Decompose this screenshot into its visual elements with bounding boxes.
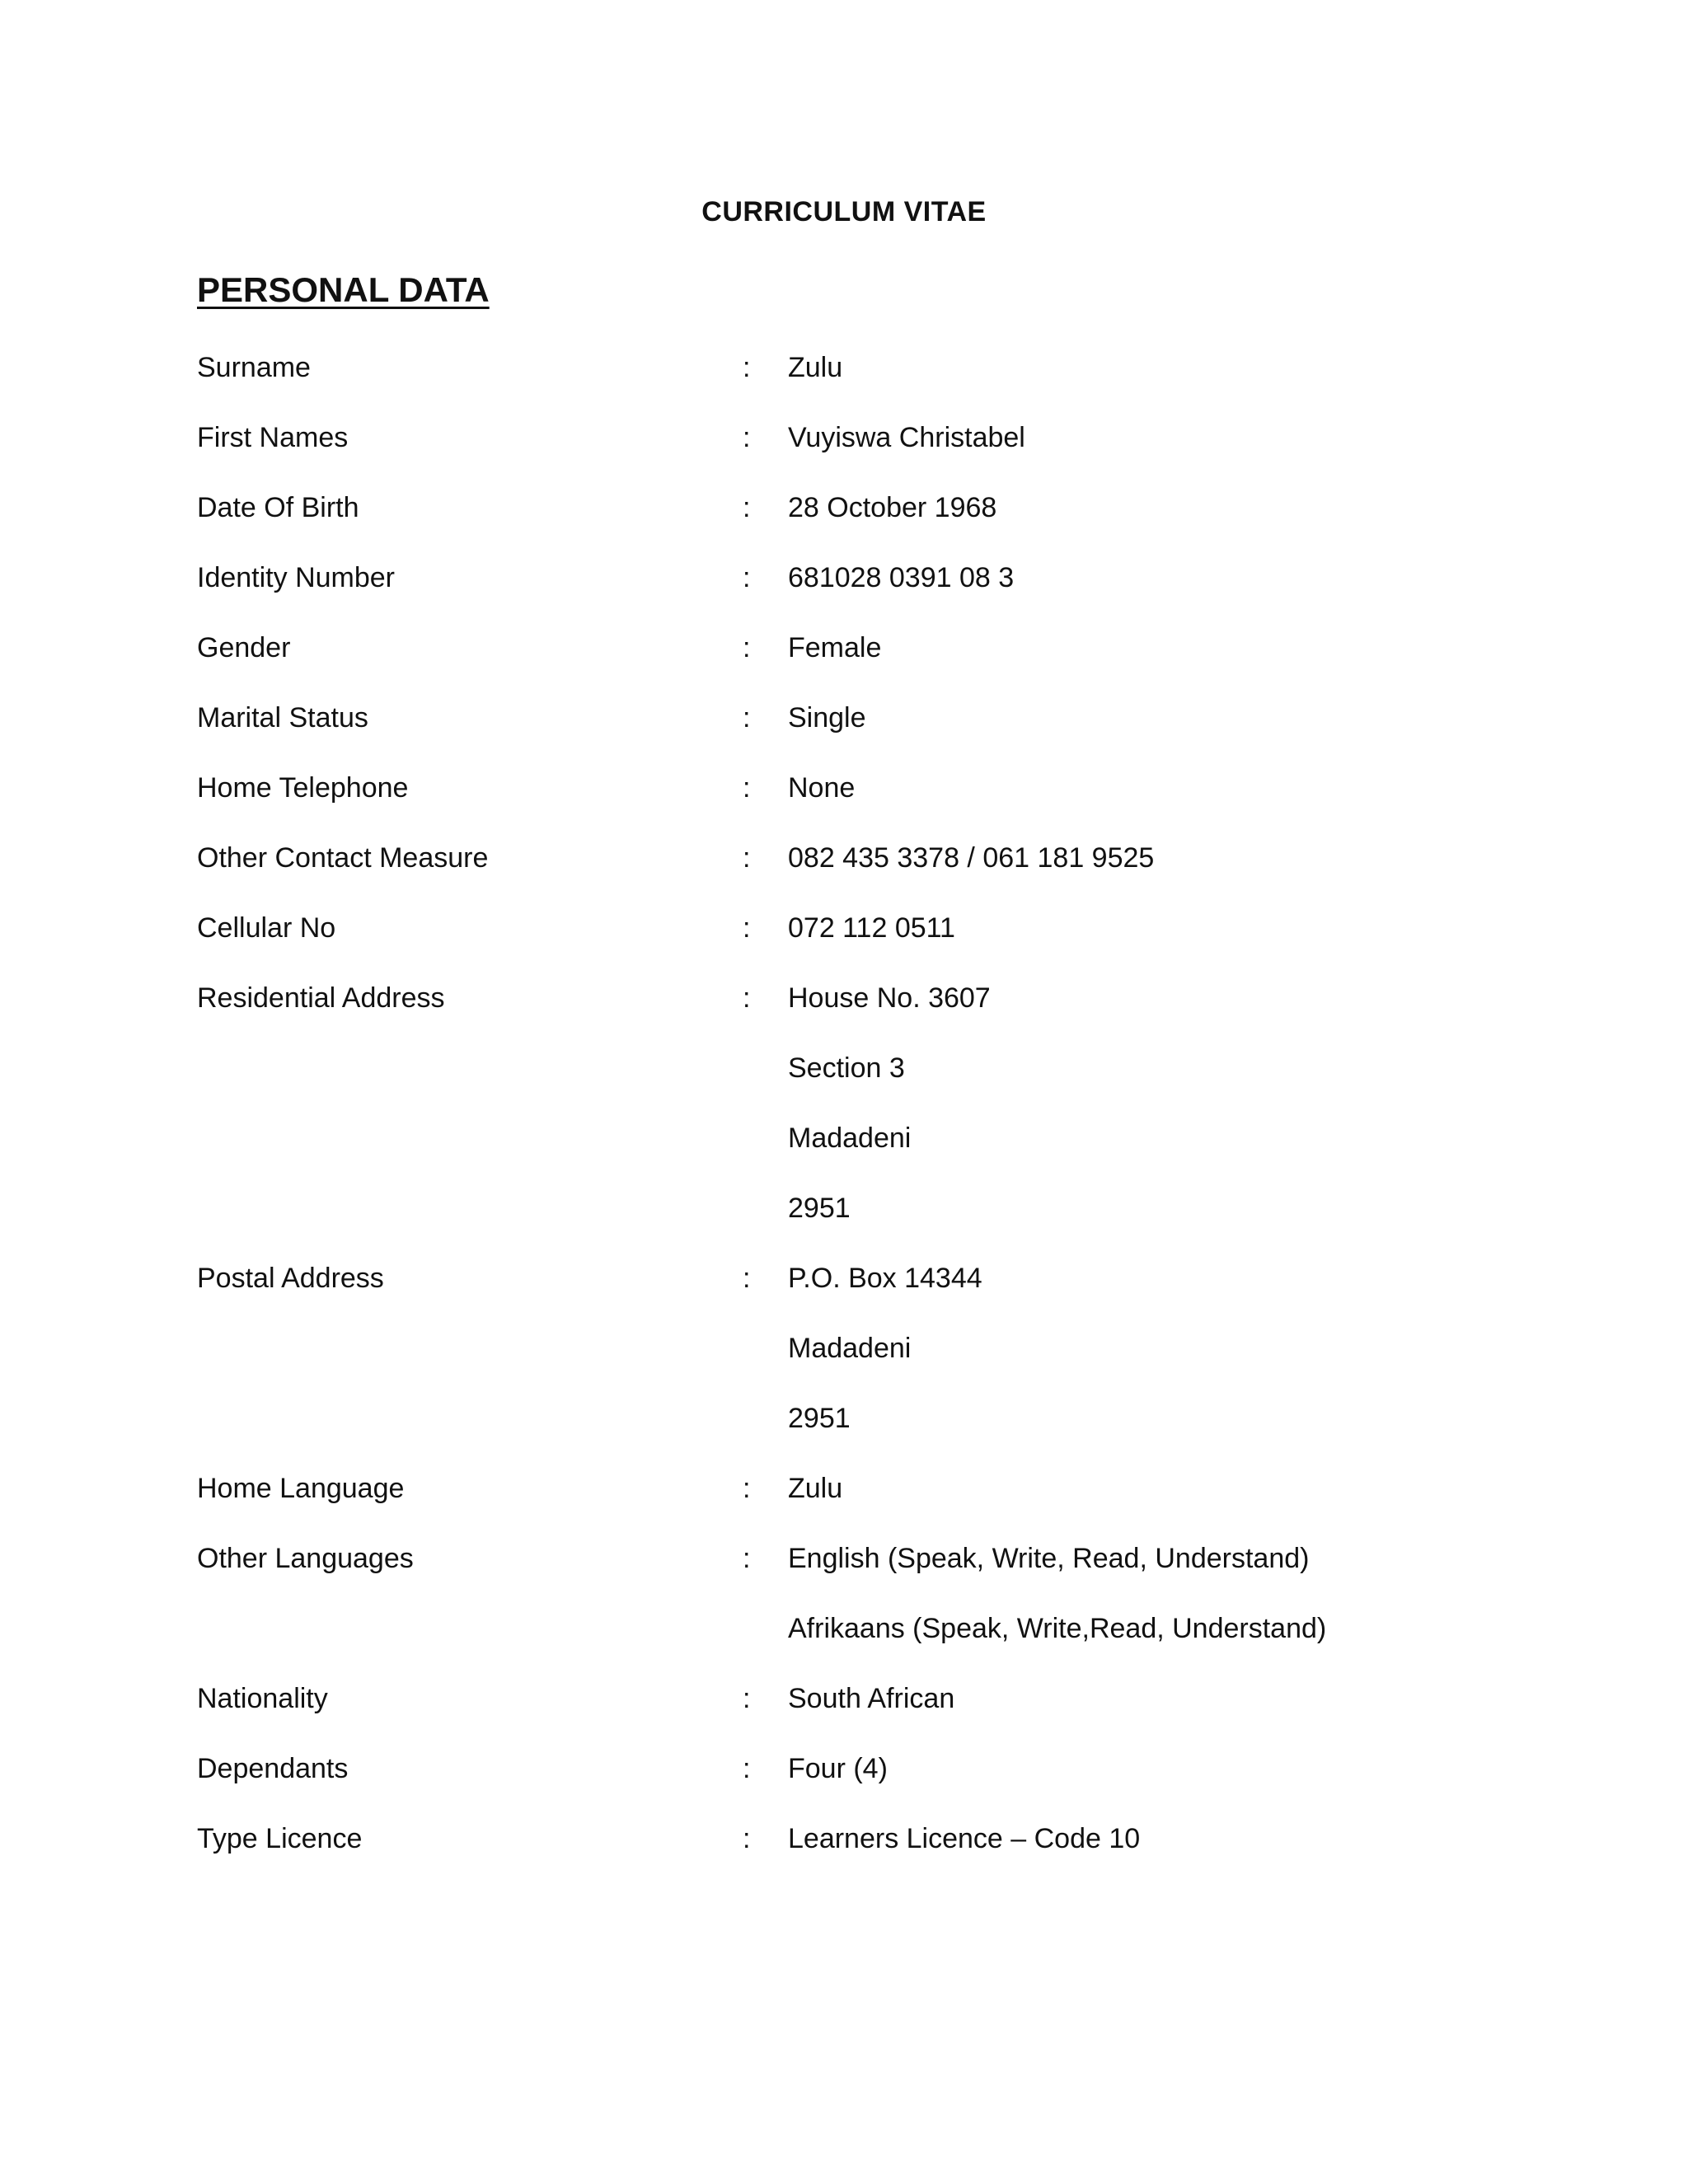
field-label: First Names — [197, 422, 349, 453]
field-label: Other Languages — [197, 1543, 414, 1574]
field-value: 681028 0391 08 3 — [788, 562, 1015, 593]
field-separator: : — [743, 842, 751, 874]
field-row-continuation — [197, 1047, 1598, 1117]
field-row — [197, 416, 1598, 486]
field-row — [197, 1467, 1598, 1537]
field-row — [197, 1537, 1598, 1607]
field-label: Other Contact Measure — [197, 842, 489, 874]
field-separator: : — [743, 772, 751, 804]
field-separator: : — [743, 1753, 751, 1784]
field-label: Type Licence — [197, 1823, 363, 1854]
field-label: Dependants — [197, 1753, 349, 1784]
field-value: 28 October 1968 — [788, 492, 997, 523]
field-label: Gender — [197, 632, 291, 663]
field-row-continuation — [197, 1117, 1598, 1187]
field-row-continuation — [197, 1397, 1598, 1467]
field-value: Afrikaans (Speak, Write,Read, Understand) — [788, 1613, 1327, 1644]
field-label: Home Telephone — [197, 772, 409, 804]
field-row — [197, 626, 1598, 696]
field-separator: : — [743, 422, 751, 453]
field-row — [197, 1677, 1598, 1747]
field-label: Marital Status — [197, 702, 368, 733]
field-separator: : — [743, 562, 751, 593]
field-row — [197, 486, 1598, 556]
field-separator: : — [743, 1473, 751, 1504]
field-row — [197, 696, 1598, 766]
field-value: Madadeni — [788, 1122, 912, 1154]
document-title: CURRICULUM VITAE — [701, 196, 987, 227]
field-row — [197, 1257, 1598, 1327]
field-separator: : — [743, 1683, 751, 1714]
field-value: P.O. Box 14344 — [788, 1263, 982, 1294]
field-row — [197, 977, 1598, 1047]
field-value: Zulu — [788, 352, 843, 383]
field-value: Madadeni — [788, 1333, 912, 1364]
field-separator: : — [743, 492, 751, 523]
field-value: South African — [788, 1683, 955, 1714]
field-value: Single — [788, 702, 866, 733]
field-row-continuation — [197, 1327, 1598, 1397]
field-label: Residential Address — [197, 982, 445, 1014]
field-value: Vuyiswa Christabel — [788, 422, 1025, 453]
field-row — [197, 1817, 1598, 1887]
field-value: Four (4) — [788, 1753, 888, 1784]
field-row — [197, 766, 1598, 837]
field-label: Identity Number — [197, 562, 395, 593]
field-value: Zulu — [788, 1473, 843, 1504]
field-row — [197, 1747, 1598, 1817]
field-row-continuation — [197, 1187, 1598, 1257]
field-row — [197, 556, 1598, 626]
field-value: None — [788, 772, 856, 804]
field-value: Female — [788, 632, 882, 663]
field-separator: : — [743, 982, 751, 1014]
field-value: 082 435 3378 / 061 181 9525 — [788, 842, 1155, 874]
field-label: Postal Address — [197, 1263, 384, 1294]
field-value: House No. 3607 — [788, 982, 991, 1014]
field-label: Surname — [197, 352, 311, 383]
field-row — [197, 907, 1598, 977]
field-value: English (Speak, Write, Read, Understand) — [788, 1543, 1310, 1574]
field-separator: : — [743, 352, 751, 383]
field-value: Section 3 — [788, 1052, 905, 1084]
field-label: Nationality — [197, 1683, 328, 1714]
field-row — [197, 346, 1598, 416]
field-separator: : — [743, 1263, 751, 1294]
section-heading-personal-data: PERSONAL DATA — [197, 270, 490, 309]
field-separator: : — [743, 1543, 751, 1574]
field-value: Learners Licence – Code 10 — [788, 1823, 1141, 1854]
field-separator: : — [743, 1823, 751, 1854]
field-label: Date Of Birth — [197, 492, 359, 523]
field-label: Cellular No — [197, 912, 336, 944]
personal-data-list — [197, 346, 1598, 1887]
field-value: 072 112 0511 — [788, 912, 955, 944]
field-separator: : — [743, 632, 751, 663]
field-row — [197, 837, 1598, 907]
field-value: 2951 — [788, 1193, 851, 1224]
field-value: 2951 — [788, 1403, 851, 1434]
field-separator: : — [743, 702, 751, 733]
field-row-continuation — [197, 1607, 1598, 1677]
field-label: Home Language — [197, 1473, 405, 1504]
field-separator: : — [743, 912, 751, 944]
